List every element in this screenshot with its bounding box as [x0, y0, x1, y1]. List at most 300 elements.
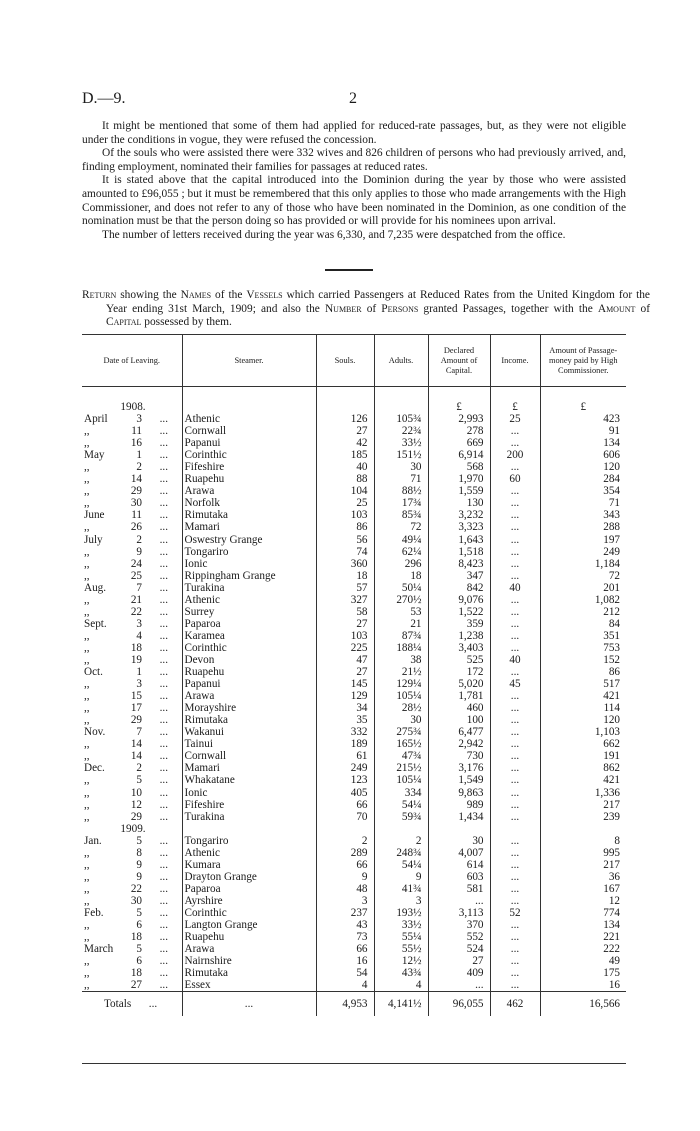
- day: 2: [136, 461, 142, 474]
- caption-text: of: [635, 302, 650, 315]
- passage-money-cell: 517: [540, 678, 626, 690]
- souls-cell: 9: [316, 871, 374, 883]
- souls-cell: 123: [316, 774, 374, 786]
- capital-cell: 5,020: [428, 678, 490, 690]
- leader-dots: ...: [159, 750, 168, 763]
- steamer-cell: [182, 690, 316, 702]
- capital-cell: 842: [428, 582, 490, 594]
- month: ,,: [84, 485, 90, 498]
- steamer-name: Athenic: [184, 846, 220, 859]
- date-cell: [82, 871, 182, 883]
- day: 2: [136, 762, 142, 775]
- date-cell: [82, 762, 182, 774]
- month: ,,: [84, 967, 90, 980]
- steamer-cell: [182, 835, 316, 847]
- income-cell: ...: [490, 618, 540, 630]
- income-cell: ...: [490, 461, 540, 473]
- date-cell: [82, 558, 182, 570]
- leader-dots: ...: [159, 557, 168, 570]
- date-cell: [82, 919, 182, 931]
- steamer-cell: [182, 606, 316, 618]
- year-label: 1909.: [120, 822, 146, 835]
- passage-money-cell: 8: [540, 835, 626, 847]
- caption-text: of the: [211, 289, 247, 301]
- adults-cell: 43¾: [374, 967, 428, 979]
- steamer-name: Cornwall: [184, 750, 227, 763]
- table-row: [82, 521, 626, 533]
- leader-dots: ...: [159, 629, 168, 642]
- passage-money-cell: 16: [540, 979, 626, 992]
- date-cell: [82, 690, 182, 702]
- souls-cell: 2: [316, 835, 374, 847]
- date-cell: [82, 931, 182, 943]
- adults-cell: 334: [374, 787, 428, 799]
- date-cell: [82, 461, 182, 473]
- capital-cell: 172: [428, 666, 490, 678]
- income-cell: ...: [490, 570, 540, 582]
- passage-money-cell: 222: [540, 943, 626, 955]
- steamer-cell: [182, 702, 316, 714]
- caption-word: Vessels: [246, 289, 283, 301]
- date-cell: [82, 618, 182, 630]
- income-cell: ...: [490, 594, 540, 606]
- month: ,,: [84, 919, 90, 932]
- income-cell: ...: [490, 883, 540, 895]
- steamer-cell: [182, 967, 316, 979]
- steamer-name: Arawa: [184, 943, 215, 956]
- totals-row: [82, 992, 626, 1017]
- adults-cell: 47¾: [374, 750, 428, 762]
- income-cell: ...: [490, 437, 540, 449]
- day: 27: [130, 979, 142, 992]
- date-cell: [82, 714, 182, 726]
- passage-money-cell: 662: [540, 738, 626, 750]
- steamer-name: Athenic: [184, 593, 220, 606]
- day: 6: [136, 919, 142, 932]
- steamer-cell: [182, 666, 316, 678]
- steamer-cell: [182, 594, 316, 606]
- adults-cell: 55½: [374, 943, 428, 955]
- month: ,,: [84, 979, 90, 992]
- table-row: [82, 425, 626, 437]
- passage-money-cell: 91: [540, 425, 626, 437]
- month: Jan.: [84, 834, 102, 847]
- income-cell: ...: [490, 895, 540, 907]
- table-row: [82, 473, 626, 485]
- date-cell: [82, 521, 182, 533]
- adults-cell: 30: [374, 461, 428, 473]
- table-row: [82, 714, 626, 726]
- date-cell: [82, 702, 182, 714]
- adults-cell: 50¼: [374, 582, 428, 594]
- date-cell: [82, 546, 182, 558]
- leader-dots: ...: [159, 894, 168, 907]
- passage-money-cell: 421: [540, 690, 626, 702]
- date-cell: [82, 967, 182, 979]
- adults-cell: 30: [374, 714, 428, 726]
- souls-cell: 27: [316, 618, 374, 630]
- capital-cell: 1,522: [428, 606, 490, 618]
- adults-cell: 9: [374, 871, 428, 883]
- day: 14: [130, 473, 142, 486]
- table-row: [82, 835, 626, 847]
- table-row: [82, 534, 626, 546]
- table-header-row: [82, 335, 626, 387]
- table-row: [82, 726, 626, 738]
- day: 22: [130, 882, 142, 895]
- month: ,,: [84, 786, 90, 799]
- month: Oct.: [84, 666, 103, 679]
- steamer-name: Langton Grange: [184, 919, 258, 932]
- caption-word: Names: [180, 289, 212, 301]
- steamer-name: Essex: [184, 979, 211, 992]
- passage-money-cell: 239: [540, 811, 626, 823]
- steamer-name: Ruapehu: [184, 473, 225, 486]
- steamer-name: Papanui: [184, 678, 221, 691]
- steamer-name: Rimutaka: [184, 509, 228, 522]
- empty-cell: [374, 387, 428, 414]
- table-row: [82, 437, 626, 449]
- passage-money-cell: 288: [540, 521, 626, 533]
- souls-cell: 73: [316, 931, 374, 943]
- adults-cell: 105¼: [374, 690, 428, 702]
- day: 29: [130, 714, 142, 727]
- leader-dots: ...: [159, 955, 168, 968]
- date-cell: [82, 654, 182, 666]
- steamer-cell: [182, 413, 316, 425]
- passage-money-cell: 167: [540, 883, 626, 895]
- capital-cell: 130: [428, 497, 490, 509]
- souls-cell: 360: [316, 558, 374, 570]
- table-row: [82, 666, 626, 678]
- leader-dots: ...: [159, 919, 168, 932]
- steamer-name: Paparoa: [184, 882, 221, 895]
- table-row: [82, 497, 626, 509]
- month: July: [84, 533, 103, 546]
- day: 18: [130, 931, 142, 944]
- date-cell: [82, 437, 182, 449]
- month: ,,: [84, 955, 90, 968]
- leader-dots: ...: [159, 834, 168, 847]
- adults-cell: 21: [374, 618, 428, 630]
- souls-cell: 43: [316, 919, 374, 931]
- souls-cell: 66: [316, 943, 374, 955]
- date-cell: [82, 883, 182, 895]
- day: 7: [136, 726, 142, 739]
- adults-cell: 12½: [374, 955, 428, 967]
- steamer-cell: [182, 726, 316, 738]
- income-cell: 52: [490, 907, 540, 919]
- table-row: [82, 413, 626, 425]
- date-cell: [82, 473, 182, 485]
- steamer-name: Surrey: [184, 605, 215, 618]
- income-cell: ...: [490, 666, 540, 678]
- souls-cell: 405: [316, 787, 374, 799]
- passage-money-cell: 1,082: [540, 594, 626, 606]
- income-cell: ...: [490, 558, 540, 570]
- currency-unit: £: [490, 387, 540, 414]
- passage-money-cell: 423: [540, 413, 626, 425]
- souls-cell: 54: [316, 967, 374, 979]
- table-row: [82, 883, 626, 895]
- table-row: [82, 642, 626, 654]
- income-cell: ...: [490, 606, 540, 618]
- steamer-cell: [182, 437, 316, 449]
- steamer-name: Papanui: [184, 437, 221, 450]
- date-cell: [82, 642, 182, 654]
- steamer-name: Athenic: [184, 413, 220, 426]
- steamer-name: Norfolk: [184, 497, 220, 510]
- day: 19: [130, 653, 142, 666]
- day: 1: [136, 666, 142, 679]
- capital-cell: ...: [428, 895, 490, 907]
- passage-money-cell: 217: [540, 799, 626, 811]
- capital-cell: 669: [428, 437, 490, 449]
- souls-cell: 289: [316, 847, 374, 859]
- month: ,,: [84, 690, 90, 703]
- adults-cell: 275¾: [374, 726, 428, 738]
- leader-dots: ...: [159, 943, 168, 956]
- capital-cell: 603: [428, 871, 490, 883]
- adults-cell: 193½: [374, 907, 428, 919]
- steamer-cell: [182, 570, 316, 582]
- date-cell: [82, 774, 182, 786]
- steamer-cell: [182, 919, 316, 931]
- souls-cell: 48: [316, 883, 374, 895]
- table-row: [82, 702, 626, 714]
- passage-money-cell: 249: [540, 546, 626, 558]
- table-body: [82, 387, 626, 1017]
- steamer-name: Ionic: [184, 557, 208, 570]
- table-row: [82, 811, 626, 823]
- date-cell: [82, 943, 182, 955]
- souls-cell: 66: [316, 859, 374, 871]
- month: ,,: [84, 810, 90, 823]
- souls-cell: 185: [316, 449, 374, 461]
- income-cell: 200: [490, 449, 540, 461]
- leader-dots: ...: [159, 846, 168, 859]
- day: 5: [136, 943, 142, 956]
- day: 18: [130, 967, 142, 980]
- date-cell: [82, 630, 182, 642]
- souls-cell: 27: [316, 425, 374, 437]
- steamer-cell: [182, 654, 316, 666]
- steamer-cell: [182, 883, 316, 895]
- caption-word: Persons: [381, 302, 419, 315]
- caption-text: granted Passages, together with the: [418, 302, 598, 315]
- table-row: [82, 509, 626, 521]
- table-row: [82, 558, 626, 570]
- leader-dots: ...: [159, 967, 168, 980]
- adults-cell: 38: [374, 654, 428, 666]
- adults-cell: 22¾: [374, 425, 428, 437]
- month: ,,: [84, 425, 90, 438]
- income-cell: ...: [490, 750, 540, 762]
- adults-cell: 165½: [374, 738, 428, 750]
- adults-cell: 54¼: [374, 799, 428, 811]
- date-cell: [82, 425, 182, 437]
- steamer-cell: [182, 799, 316, 811]
- souls-cell: 74: [316, 546, 374, 558]
- income-cell: ...: [490, 955, 540, 967]
- capital-cell: 552: [428, 931, 490, 943]
- adults-cell: 41¾: [374, 883, 428, 895]
- souls-cell: 47: [316, 654, 374, 666]
- capital-cell: 460: [428, 702, 490, 714]
- steamer-cell: [182, 509, 316, 521]
- day: 22: [130, 605, 142, 618]
- adults-cell: 55¼: [374, 931, 428, 943]
- month: ,,: [84, 774, 90, 787]
- income-cell: ...: [490, 811, 540, 823]
- leader-dots: ...: [159, 726, 168, 739]
- leader-dots: ...: [159, 581, 168, 594]
- leader-dots: ...: [159, 473, 168, 486]
- day: 15: [130, 690, 142, 703]
- adults-cell: 2: [374, 835, 428, 847]
- capital-cell: 525: [428, 654, 490, 666]
- month: ,,: [84, 521, 90, 534]
- steamer-name: Oswestry Grange: [184, 533, 263, 546]
- souls-cell: 3: [316, 895, 374, 907]
- income-cell: ...: [490, 762, 540, 774]
- day: 3: [136, 617, 142, 630]
- steamer-cell: [182, 943, 316, 955]
- day: 16: [130, 437, 142, 450]
- month: Feb.: [84, 906, 104, 919]
- adults-cell: 17¾: [374, 497, 428, 509]
- capital-cell: 100: [428, 714, 490, 726]
- passage-money-cell: 72: [540, 570, 626, 582]
- steamer-name: Mamari: [184, 762, 220, 775]
- steamer-cell: [182, 485, 316, 497]
- steamer-cell: [182, 738, 316, 750]
- vessel-return-table: [82, 334, 626, 1064]
- adults-cell: 151½: [374, 449, 428, 461]
- total-souls: 4,953: [316, 992, 374, 1017]
- empty-cell: [428, 823, 490, 835]
- steamer-name: Turakina: [184, 581, 225, 594]
- steamer-name: Drayton Grange: [184, 870, 257, 883]
- leader-dots: ...: [159, 461, 168, 474]
- capital-cell: 9,076: [428, 594, 490, 606]
- date-cell: [82, 449, 182, 461]
- income-cell: ...: [490, 521, 540, 533]
- capital-cell: 2,993: [428, 413, 490, 425]
- capital-cell: 1,238: [428, 630, 490, 642]
- leader-dots: ...: [159, 690, 168, 703]
- day: 9: [136, 870, 142, 883]
- leader-dots: ...: [159, 798, 168, 811]
- passage-money-cell: 36: [540, 871, 626, 883]
- month: ,,: [84, 846, 90, 859]
- day: 24: [130, 557, 142, 570]
- passage-money-cell: 753: [540, 642, 626, 654]
- leader-dots: ...: [159, 449, 168, 462]
- steamer-cell: [182, 558, 316, 570]
- empty-cell: [490, 823, 540, 835]
- souls-cell: 104: [316, 485, 374, 497]
- capital-cell: 1,434: [428, 811, 490, 823]
- date-cell: [82, 726, 182, 738]
- date-cell: [82, 678, 182, 690]
- day: 21: [130, 593, 142, 606]
- income-cell: 25: [490, 413, 540, 425]
- caption-word: Number: [324, 302, 362, 315]
- empty-cell: [316, 387, 374, 414]
- passage-money-cell: 995: [540, 847, 626, 859]
- adults-cell: 33½: [374, 437, 428, 449]
- passage-money-cell: 354: [540, 485, 626, 497]
- passage-money-cell: 71: [540, 497, 626, 509]
- month: ,,: [84, 653, 90, 666]
- passage-money-cell: 1,336: [540, 787, 626, 799]
- capital-cell: 347: [428, 570, 490, 582]
- income-cell: ...: [490, 979, 540, 992]
- steamer-cell: [182, 955, 316, 967]
- income-cell: ...: [490, 799, 540, 811]
- day: 1: [136, 449, 142, 462]
- capital-cell: 730: [428, 750, 490, 762]
- adults-cell: 105¼: [374, 774, 428, 786]
- passage-money-cell: 152: [540, 654, 626, 666]
- income-cell: ...: [490, 497, 540, 509]
- steamer-cell: [182, 774, 316, 786]
- adults-cell: 4: [374, 979, 428, 992]
- leader-dots: ...: [159, 497, 168, 510]
- income-cell: ...: [490, 787, 540, 799]
- income-cell: ...: [490, 702, 540, 714]
- month: ,,: [84, 569, 90, 582]
- passage-money-cell: 175: [540, 967, 626, 979]
- totals-label: Totals: [104, 998, 132, 1011]
- capital-cell: 359: [428, 618, 490, 630]
- table-row: [82, 967, 626, 979]
- month: ,,: [84, 497, 90, 510]
- leader-dots: ...: [159, 605, 168, 618]
- souls-cell: 40: [316, 461, 374, 473]
- steamer-name: Rimutaka: [184, 714, 228, 727]
- income-cell: ...: [490, 546, 540, 558]
- page-number: 2: [349, 90, 357, 107]
- table-row: [82, 546, 626, 558]
- month: ,,: [84, 702, 90, 715]
- steamer-cell: [182, 630, 316, 642]
- date-cell: [82, 907, 182, 919]
- capital-cell: ...: [428, 979, 490, 992]
- capital-cell: 3,176: [428, 762, 490, 774]
- adults-cell: 296: [374, 558, 428, 570]
- steamer-cell: [182, 907, 316, 919]
- col-header-income: Income.: [490, 335, 540, 387]
- souls-cell: 86: [316, 521, 374, 533]
- table-row: [82, 931, 626, 943]
- month: ,,: [84, 858, 90, 871]
- souls-cell: 103: [316, 509, 374, 521]
- adults-cell: 18: [374, 570, 428, 582]
- passage-money-cell: 1,103: [540, 726, 626, 738]
- steamer-cell: [182, 497, 316, 509]
- steamer-cell: [182, 521, 316, 533]
- adults-cell: 71: [374, 473, 428, 485]
- adults-cell: 54¼: [374, 859, 428, 871]
- passage-money-cell: 201: [540, 582, 626, 594]
- souls-cell: 249: [316, 762, 374, 774]
- income-cell: ...: [490, 871, 540, 883]
- table-row: [82, 570, 626, 582]
- capital-cell: 3,403: [428, 642, 490, 654]
- adults-cell: 85¾: [374, 509, 428, 521]
